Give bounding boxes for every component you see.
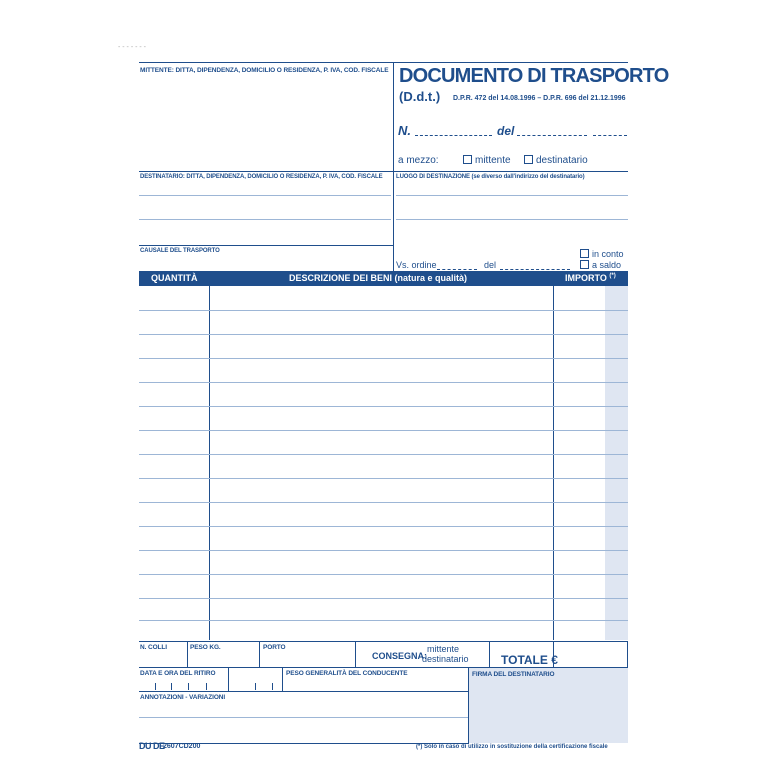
product-code: 2607CD200 — [163, 743, 201, 750]
order-field[interactable] — [437, 269, 477, 270]
col-sep-quantity — [209, 286, 210, 640]
table-row[interactable] — [139, 620, 628, 621]
checkbox[interactable] — [524, 155, 533, 164]
checkbox[interactable] — [580, 260, 589, 269]
table-row[interactable] — [139, 334, 628, 335]
pickup-ticks[interactable] — [140, 683, 280, 691]
notes-top — [139, 691, 469, 692]
total-field[interactable] — [553, 641, 628, 668]
table-row[interactable] — [139, 550, 628, 551]
table-header — [139, 271, 628, 286]
table-row[interactable] — [139, 430, 628, 431]
footer-sep-2 — [259, 641, 260, 668]
footer-sep-4 — [489, 641, 490, 668]
delivery-option-sender[interactable]: mittente — [427, 644, 460, 654]
col-amount-header: IMPORTO (*) — [565, 273, 616, 283]
sender-label: MITTENTE: DITTA, DIPENDENZA, DOMICILIO O RESIDENZA, P. IVA, COD. FISCALE — [140, 67, 389, 74]
number-field[interactable] — [415, 135, 492, 136]
recipient-top — [139, 171, 628, 172]
recipient-line-1[interactable] — [139, 195, 391, 196]
carriage-label: PORTO — [263, 644, 286, 651]
by-label: a mezzo: — [398, 155, 439, 166]
reason-label: CAUSALE DEL TRASPORTO — [140, 248, 220, 254]
top-border — [139, 62, 628, 63]
law-reference: D.P.R. 472 del 14.08.1996 – D.P.R. 696 del 21.12.1996 — [453, 95, 626, 102]
footnote: (*) Solo in caso di utilizzo in sostituzione della certificazione fiscale — [416, 744, 608, 750]
reason-top — [139, 245, 394, 246]
destination-line-1[interactable] — [396, 195, 628, 196]
checkbox[interactable] — [580, 249, 589, 258]
table-row[interactable] — [139, 310, 628, 311]
number-label: N. — [398, 123, 411, 138]
table-row[interactable] — [139, 382, 628, 383]
date-field-year[interactable] — [593, 135, 627, 136]
table-row[interactable] — [139, 526, 628, 527]
col-description-header: DESCRIZIONE DEI BENI (natura e qualità) — [289, 273, 468, 283]
date-label: del — [497, 124, 515, 138]
corner-mark: - - - - - - - — [118, 44, 146, 51]
table-row[interactable] — [139, 406, 628, 407]
delivery-option-recipient[interactable]: destinatario — [422, 654, 469, 664]
checkbox[interactable] — [463, 155, 472, 164]
table-row[interactable] — [139, 574, 628, 575]
recipient-label: DESTINATARIO: DITTA, DIPENDENZA, DOMICILIO O RESIDENZA, P. IVA, COD. FISCALE — [140, 174, 383, 180]
account-option-a-saldo[interactable]: a saldo — [580, 260, 621, 270]
table-row[interactable] — [139, 502, 628, 503]
total-label: TOTALE € — [501, 653, 558, 667]
by-option-sender[interactable]: mittente — [463, 155, 511, 166]
document-abbr: (D.d.t.) — [399, 89, 441, 104]
delivery-label: CONSEGNA: — [372, 651, 428, 661]
pickup-label: DATA E ORA DEL RITIRO — [140, 670, 216, 677]
notes-label: ANNOTAZIONI - VARIAZIONI — [140, 694, 226, 701]
table-row[interactable] — [139, 358, 628, 359]
footer-sep-3 — [355, 641, 356, 668]
footer-sep-1 — [187, 641, 188, 668]
footer-sep-5 — [228, 667, 229, 691]
document-title: DOCUMENTO DI TRASPORTO — [399, 65, 669, 87]
order-date-label: del — [484, 260, 497, 270]
footer-sep-6 — [282, 667, 283, 691]
signature-area[interactable] — [469, 668, 628, 743]
account-option-in-conto[interactable]: in conto — [580, 249, 624, 259]
col-quantity-header: QUANTITÀ — [151, 273, 198, 283]
order-label: Vs. ordine — [396, 260, 437, 270]
by-option-recipient[interactable]: destinatario — [524, 155, 588, 166]
brand-logo: DU DE — [139, 741, 165, 751]
table-row[interactable] — [139, 598, 628, 599]
driver-label: PESO GENERALITÀ DEL CONDUCENTE — [286, 670, 408, 677]
packages-label: N. COLLI — [140, 644, 168, 651]
recipient-line-2[interactable] — [139, 219, 391, 220]
top-divider — [393, 62, 394, 282]
notes-line-1[interactable] — [139, 717, 468, 718]
destination-label: LUOGO DI DESTINAZIONE (se diverso dall'indirizzo del destinatario) — [396, 174, 585, 180]
col-sep-description — [553, 286, 554, 640]
order-date-field[interactable] — [500, 269, 570, 270]
amount-decimals-shade — [605, 286, 628, 640]
destination-line-2[interactable] — [396, 219, 628, 220]
signature-label: FIRMA DEL DESTINATARIO — [472, 671, 555, 678]
table-row[interactable] — [139, 454, 628, 455]
date-field[interactable] — [517, 135, 587, 136]
weight-label: PESO KG. — [190, 644, 221, 651]
table-row[interactable] — [139, 478, 628, 479]
